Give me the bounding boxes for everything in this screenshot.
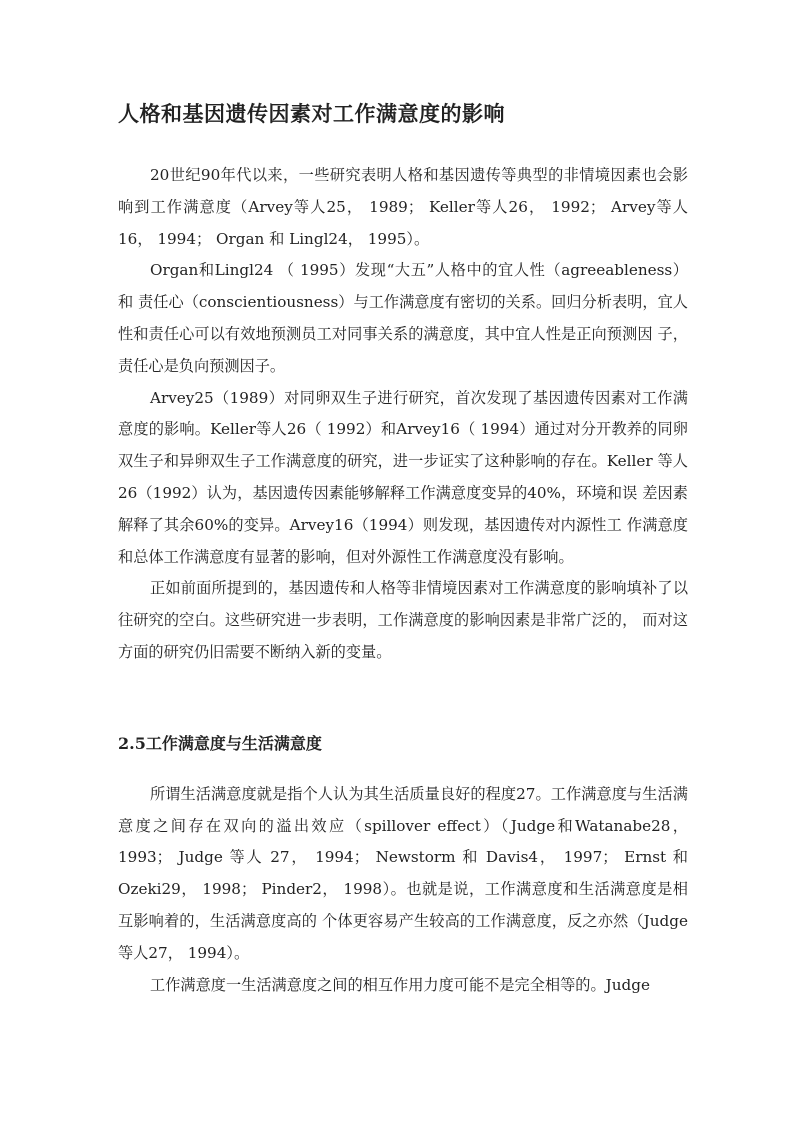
paragraph: 所谓生活满意度就是指个人认为其生活质量良好的程度27。工作满意度与生活满意度之间存在双向的溢出效应（spillover effect）（Judge和Watanabe28， 1993； Judge 等人 27， 1994； Newstorm 和 Davis4， 1997； Ernst 和 Ozeki29， 1998； Pinder2， 1998）。也就是说，工作满意度和生活满意度是相互影响着的，生活满意度高的 个体更容易产生较高的工作满意度，反之亦然（Judge等人27， 1994）。 [118, 784, 688, 962]
paragraph: Organ和Lingl24 （ 1995）发现“大五”人格中的宜人性（agreeableness）和 责任心（conscientiousness）与工作满意度有密切的关系。回归分析表明，宜人 性和责任心可以有效地预测员工对同事关系的满意度，其中宜人性是正向预测因 子，责任心是负向预测因子。 [118, 261, 688, 375]
section-title: 人格和基因遗传因素对工作满意度的影响 [118, 101, 505, 126]
paragraph: 20世纪90年代以来，一些研究表明人格和基因遗传等典型的非情境因素也会影响到工作满意度（Arvey等人25， 1989； Keller等人26， 1992； Arvey等人16， 1994； Organ 和 Lingl24， 1995）。 [118, 166, 688, 248]
paragraph: Arvey25（1989）对同卵双生子进行研究，首次发现了基因遗传因素对工作满意度的影响。Keller等人26（ 1992）和Arvey16（ 1994）通过对分开教养的同卵 双生子和异卵双生子工作满意度的研究，进一步证实了这种影响的存在。Keller 等人26（1992）认为，基因遗传因素能够解释工作满意度变异的40%，环境和误 差因素解释了其余60%的变异。Arvey16（1994）则发现，基因遗传对内源性工 作满意度和总体工作满意度有显著的影响，但对外源性工作满意度没有影响。 [118, 388, 688, 566]
paragraph: 工作满意度一生活满意度之间的相互作用力度可能不是完全相等的。Judge [150, 975, 650, 994]
section-heading: 2.5工作满意度与生活满意度 [118, 733, 322, 753]
document-page [118, 98, 688, 1001]
paragraph: 正如前面所提到的，基因遗传和人格等非情境因素对工作满意度的影响填补了以往研究的空白。这些研究进一步表明，工作满意度的影响因素是非常广泛的， 而对这方面的研究仍旧需要不断纳入新的变量。 [118, 579, 688, 661]
